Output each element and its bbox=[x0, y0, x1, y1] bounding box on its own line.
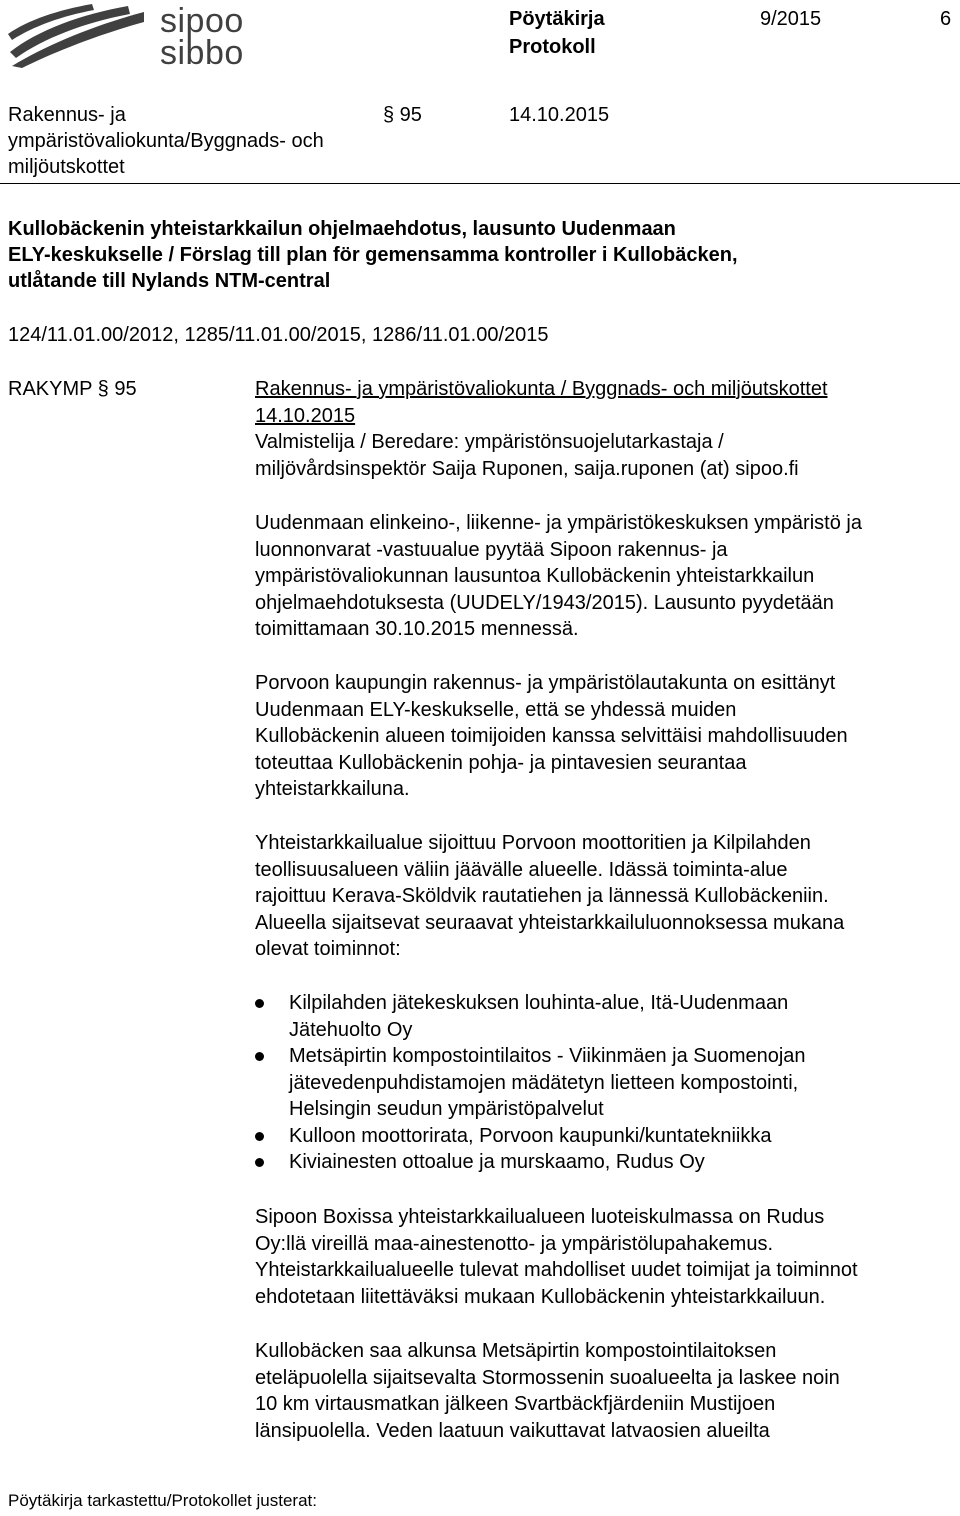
list-item bbox=[255, 990, 960, 1043]
p4-line: Sipoon Boxissa yhteistarkkailualueen luoteiskulmassa on Rudus bbox=[255, 1206, 825, 1228]
paragraph-5 bbox=[255, 1338, 960, 1444]
p5-line: Kullobäcken saa alkunsa Metsäpirtin kompostointilaitoksen bbox=[255, 1340, 777, 1362]
p3-line: teollisuusalueen väliin jäävälle alueelle. Idässä toiminta-alue bbox=[255, 858, 788, 881]
page-number: 6 bbox=[940, 8, 952, 30]
p3-line: rajoittuu Kerava-Sköldvik rautatiehen ja lännessä Kullobäckeniin. bbox=[255, 885, 829, 907]
paragraph-1 bbox=[255, 510, 960, 643]
logo-word-sipoo: sipoo bbox=[160, 2, 244, 40]
paragraph-4 bbox=[255, 1204, 960, 1310]
p3-line: Yhteistarkkailualue sijoittuu Porvoon moottoritien ja Kilpilahden bbox=[255, 832, 811, 854]
p4-line: ehdotetaan liitettäväksi mukaan Kullobäckenin yhteistarkkailuun. bbox=[255, 1285, 826, 1308]
paragraph-2 bbox=[255, 670, 960, 803]
list-item bbox=[255, 1043, 960, 1123]
p5-line: eteläpuolella sijaitsevalta Stormossenin suoalueelta ja laskee noin bbox=[255, 1366, 840, 1389]
doc-number: 9/2015 bbox=[760, 8, 822, 30]
document-title bbox=[8, 216, 958, 294]
title-line-1: Kullobäckenin yhteistarkkailun ohjelmaehdotus, lausunto Uudenmaan bbox=[8, 218, 676, 240]
p4-line: Yhteistarkkailualueelle tulevat mahdolliset uudet toimijat ja toiminnot bbox=[255, 1259, 858, 1281]
p2-line: Kullobäckenin alueen toimijoiden kanssa selvittäisi mahdollisuuden bbox=[255, 725, 848, 747]
item-date: 14.10.2015 bbox=[255, 404, 356, 427]
list-item-line: jätevedenpuhdistamojen mädätetyn lietteen kompostointi, bbox=[289, 1071, 799, 1094]
sipoo-sibbo-logo bbox=[8, 2, 258, 72]
committee-line-2: ympäristövaliokunta/Byggnads- och bbox=[8, 130, 324, 152]
bullet-icon bbox=[255, 1158, 264, 1167]
p1-line: ympäristövaliokunnan lausuntoa Kullobäckenin yhteistarkkailun bbox=[255, 565, 815, 587]
committee-line-1: Rakennus- ja bbox=[8, 104, 126, 126]
list-item bbox=[255, 1123, 960, 1150]
p1-line: toimittamaan 30.10.2015 mennessä. bbox=[255, 618, 579, 640]
list-item bbox=[255, 1149, 960, 1176]
item-header bbox=[255, 376, 960, 482]
p1-line: ohjelmaehdotuksesta (UUDELY/1943/2015). Lausunto pyydetään bbox=[255, 591, 834, 614]
doc-type-fi: Pöytäkirja bbox=[509, 8, 605, 30]
bullet-icon bbox=[255, 1132, 264, 1141]
preparer-line-2: miljövårdsinspektör Saija Ruponen, saija.ruponen (at) sipoo.fi bbox=[255, 457, 799, 480]
p4-line: Oy:llä vireillä maa-ainestenotto- ja ympäristölupahakemus. bbox=[255, 1232, 774, 1255]
p1-line: luonnonvarat -vastuualue pyytää Sipoon rakennus- ja bbox=[255, 538, 728, 561]
p2-line: yhteistarkkailuna. bbox=[255, 778, 410, 800]
p5-line: länsipuolella. Veden laatuun vaikuttavat latvaosien alueilta bbox=[255, 1419, 770, 1442]
title-line-3: utlåtande till Nylands NTM-central bbox=[8, 270, 331, 292]
logo-word-sibbo: sibbo bbox=[160, 34, 244, 72]
committee-line-3: miljöutskottet bbox=[8, 156, 125, 178]
paragraph-3 bbox=[255, 830, 960, 963]
reference-numbers: 124/11.01.00/2012, 1285/11.01.00/2015, 1286/11.01.00/2015 bbox=[8, 324, 549, 346]
p3-line: olevat toiminnot: bbox=[255, 938, 401, 960]
list-item-line: Metsäpirtin kompostointilaitos - Viikinmäen ja Suomenojan bbox=[289, 1045, 806, 1067]
list-item-line: Helsingin seudun ympäristöpalvelut bbox=[289, 1098, 604, 1120]
meeting-date: 14.10.2015 bbox=[509, 104, 610, 126]
header-divider bbox=[0, 183, 960, 184]
sipoo-logo-mark-icon bbox=[8, 4, 148, 68]
title-line-2: ELY-keskukselle / Förslag till plan för gemensamma kontroller i Kullobäcken, bbox=[8, 244, 738, 266]
p2-line: toteuttaa Kullobäckenin pohja- ja pintavesien seurantaa bbox=[255, 751, 747, 774]
list-item-line: Kilpilahden jätekeskuksen louhinta-alue, Itä-Uudenmaan bbox=[289, 992, 789, 1014]
p1-line: Uudenmaan elinkeino-, liikenne- ja ympäristökeskuksen ympäristö ja bbox=[255, 512, 862, 534]
preparer-line-1: Valmistelija / Beredare: ympäristönsuojelutarkastaja / bbox=[255, 431, 724, 453]
bullet-icon bbox=[255, 999, 264, 1008]
activities-list bbox=[255, 990, 960, 1176]
footer-checked-label: Pöytäkirja tarkastettu/Protokollet justerat: bbox=[8, 1491, 317, 1510]
item-label: RAKYMP § 95 bbox=[8, 378, 137, 400]
p5-line: 10 km virtausmatkan jälkeen Svartbäckfjärdeniin Mustijoen bbox=[255, 1393, 776, 1415]
list-item-line: Kulloon moottorirata, Porvoon kaupunki/kuntatekniikka bbox=[289, 1124, 772, 1147]
section-number: § 95 bbox=[383, 104, 422, 126]
p3-line: Alueella sijaitsevat seuraavat yhteistarkkailuluonnoksessa mukana bbox=[255, 911, 845, 934]
p2-line: Porvoon kaupungin rakennus- ja ympäristölautakunta on esittänyt bbox=[255, 672, 836, 694]
list-item-line: Kiviainesten ottoalue ja murskaamo, Rudus Oy bbox=[289, 1151, 705, 1173]
item-committee: Rakennus- ja ympäristövaliokunta / Byggnads- och miljöutskottet bbox=[255, 378, 828, 400]
doc-type-sv: Protokoll bbox=[509, 36, 596, 58]
p2-line: Uudenmaan ELY-keskukselle, että se yhdessä muiden bbox=[255, 698, 737, 721]
bullet-icon bbox=[255, 1052, 264, 1061]
list-item-line: Jätehuolto Oy bbox=[289, 1018, 413, 1041]
